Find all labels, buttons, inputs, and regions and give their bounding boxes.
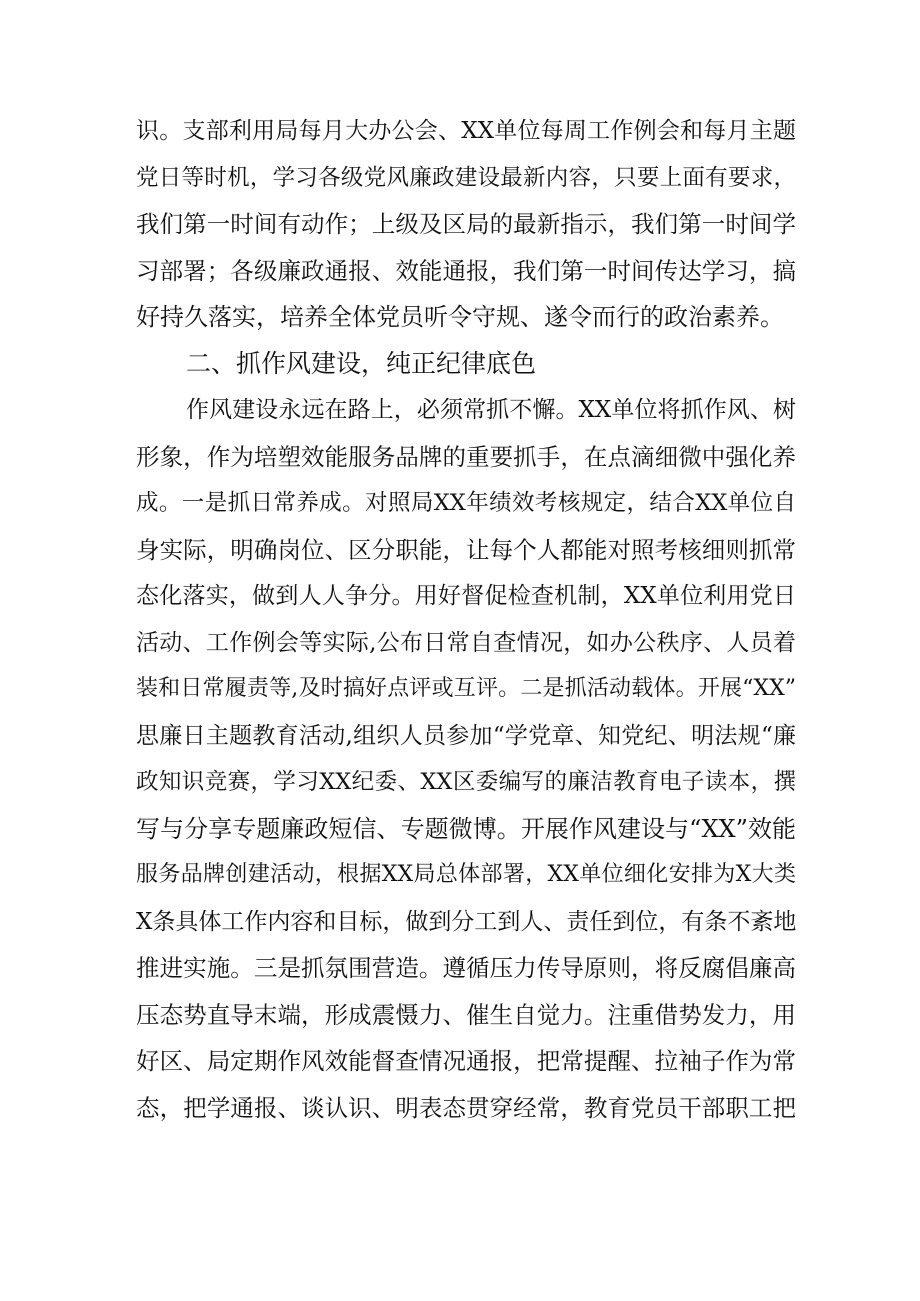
text-line: 好持久落实，培养全体党员听令守规、遂令而行的政治素养。	[136, 303, 784, 331]
text-line: 身实际，明确岗位、区分职能，让每个人都能对照考核细则抓常	[136, 535, 796, 564]
text-line: 我们第一时间有动作；上级及区局的最新指示，我们第一时间学	[136, 210, 796, 238]
text-line: 形象，作为培塑效能服务品牌的重要抓手，在点滴细微中强化养	[136, 442, 796, 471]
text-line: 成。一是抓日常养成。对照局XX年绩效考核规定，结合XX单位自	[136, 490, 796, 516]
text-line: 习部署；各级廉政通报、效能通报，我们第一时间传达学习，搞	[136, 256, 796, 285]
text-line: 态，把学通报、谈认识、明表态贯穿经常，教育党员干部职工把	[136, 1093, 796, 1122]
text-line: 装和日常履责等,及时搞好点评或互评。二是抓活动载体。开展“XX”	[136, 676, 796, 701]
text-line: 压态势直导末端，形成震慑力、催生自觉力。注重借势发力，用	[136, 1000, 796, 1029]
text-line: 党日等时机，学习各级党风廉政建设最新内容，只要上面有要求，	[136, 164, 796, 191]
text-line: 思廉日主题教育活动,组织人员参加“学党章、知党纪、明法规“廉	[136, 722, 796, 749]
text-line: X条具体工作内容和目标，做到分工到人、责任到位，有条不紊地	[136, 908, 797, 935]
section-heading: 二、抓作风建设，纯正纪律底色	[186, 348, 537, 378]
paragraph-first-line: 作风建设永远在路上，必须常抓不懈。XX单位将抓作风、树	[186, 397, 796, 423]
text-line: 好区、局定期作风效能督查情况通报，把常提醒、拉袖子作为常	[136, 1047, 796, 1075]
text-line: 活动、工作例会等实际,公布日常自查情况，如办公秩序、人员着	[136, 629, 796, 656]
text-line: 政知识竞赛，学习XX纪委、XX区委编写的廉洁教育电子读本，撰	[136, 769, 796, 795]
text-line: 态化落实，做到人人争分。用好督促检查机制，XX单位利用党日	[136, 583, 796, 609]
text-line: 识。支部利用局每月大办公会、XX单位每周工作例会和每月主题	[136, 118, 796, 144]
text-line: 服务品牌创建活动，根据XX局总体部署，XX单位细化安排为X大类	[136, 862, 796, 887]
text-line: 推进实施。三是抓氛围营造。遵循压力传导原则，将反腐倡廉高	[136, 954, 796, 982]
text-line: 写与分享专题廉政短信、专题微博。开展作风建设与“XX”效能	[136, 814, 796, 843]
body-text	[136, 108, 796, 1131]
